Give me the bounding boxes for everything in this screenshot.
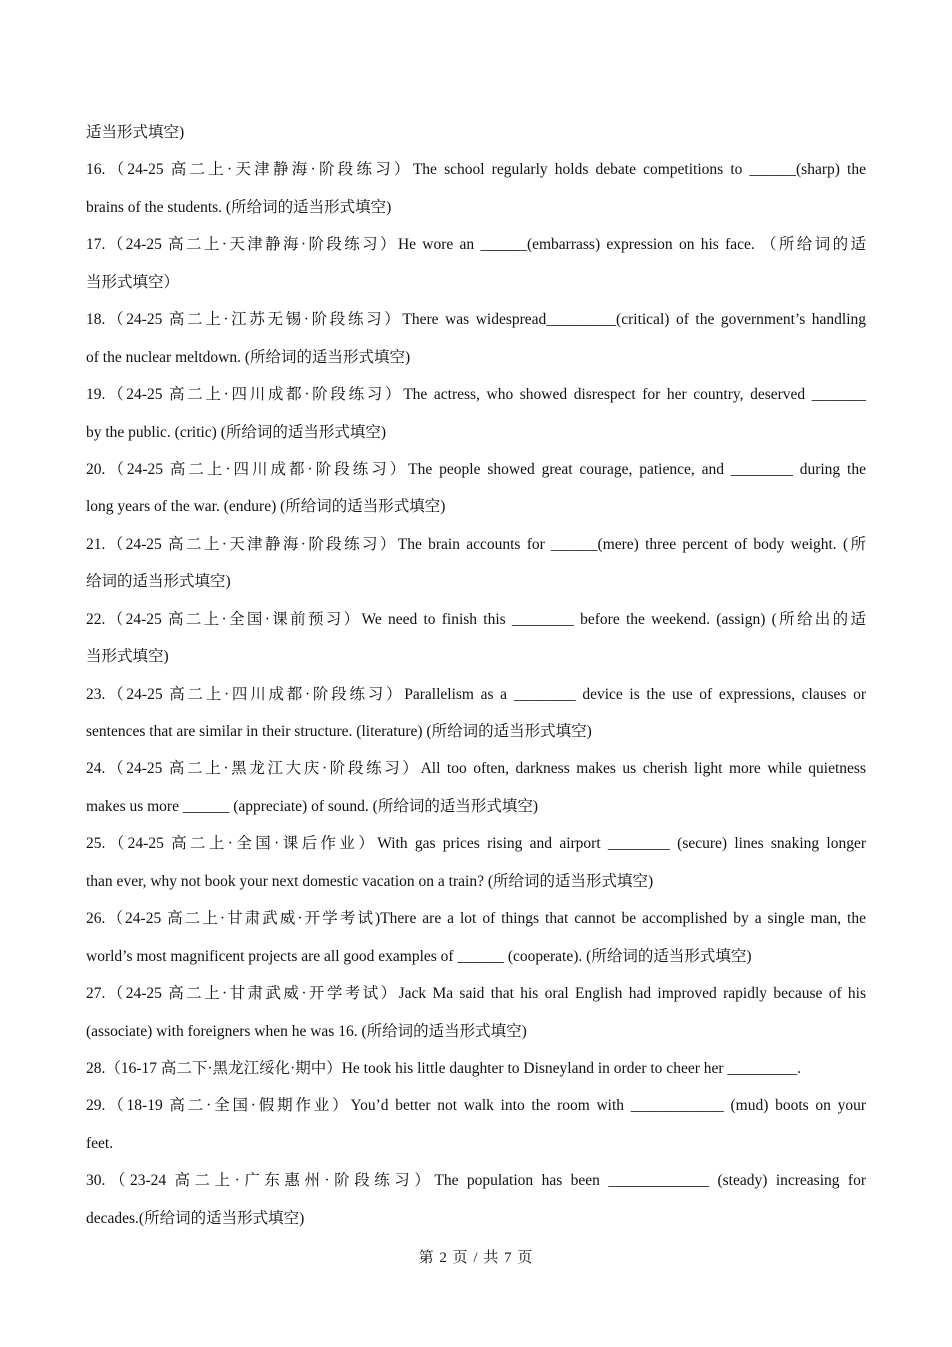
question-25: [86, 831, 866, 906]
question-28: [86, 1056, 866, 1093]
question-line: 当形式填空): [86, 648, 169, 666]
question-continuation: [86, 120, 866, 157]
question-line: 28.（16-17 高二下·黑龙江绥化·期中）He took his little daughter to Disneyland in order to cheer her _________.: [86, 1059, 802, 1077]
question-line: sentences that are similar in their structure. (literature) (所给词的适当形式填空): [86, 723, 592, 740]
question-21: [86, 532, 866, 607]
question-line: world’s most magnificent projects are all good examples of ______ (cooperate). (所给词的适当形式填空): [86, 947, 752, 965]
question-line: 21.（24-25 高二上·天津静海·阶段练习）The brain accounts for ______(mere) three percent of body weight. (所: [86, 535, 866, 553]
question-line: (associate) with foreigners when he was 16. (所给词的适当形式填空): [86, 1022, 527, 1040]
question-27: [86, 981, 866, 1056]
question-17: [86, 232, 866, 307]
question-line: 30.（23-24 高二上·广东惠州·阶段练习）The population has been _____________ (steady) increasing for: [86, 1172, 866, 1190]
question-line: 适当形式填空): [86, 124, 185, 141]
question-24: [86, 756, 866, 831]
question-line: 26.（24-25 高二上·甘肃武威·开学考试)There are a lot of things that cannot be accomplished by a single man, the: [86, 910, 866, 928]
question-line: 16.（24-25 高二上·天津静海·阶段练习）The school regularly holds debate competitions to ______(sharp) the: [86, 161, 866, 179]
question-16: [86, 157, 866, 232]
question-line: 23.（24-25 高二上·四川成都·阶段练习）Parallelism as a ________ device is the use of expressions, clauses or: [86, 685, 866, 703]
question-line: 24.（24-25 高二上·黑龙江大庆·阶段练习）All too often, darkness makes us cherish light more while quietness: [86, 760, 866, 778]
page-number: 第 2 页 / 共 7 页: [418, 1250, 534, 1266]
question-line: 给词的适当形式填空): [86, 573, 231, 591]
question-line: 19.（24-25 高二上·四川成都·阶段练习）The actress, who showed disrespect for her country, deserved _______: [86, 386, 866, 404]
question-30: [86, 1168, 866, 1243]
question-line: than ever, why not book your next domestic vacation on a train? (所给词的适当形式填空): [86, 872, 654, 890]
question-line: 20.（24-25 高二上·四川成都·阶段练习）The people showed great courage, patience, and ________ during the: [86, 460, 866, 478]
question-23: [86, 682, 866, 757]
question-line: of the nuclear meltdown. (所给词的适当形式填空): [86, 348, 411, 366]
question-20: [86, 457, 866, 532]
question-line: 25.（24-25 高二上·全国·课后作业）With gas prices rising and airport ________ (secure) lines snaking longer: [86, 835, 866, 853]
question-line: 17.（24-25 高二上·天津静海·阶段练习）He wore an ______(embarrass) expression on his face. （所给词的适: [86, 236, 866, 254]
question-29: [86, 1093, 866, 1168]
question-18: [86, 307, 866, 382]
question-line: 当形式填空）: [86, 273, 180, 291]
question-line: 29.（18-19 高二·全国·假期作业）You’d better not walk into the room with ____________ (mud) boots on your: [86, 1097, 866, 1115]
question-line: long years of the war. (endure) (所给词的适当形式填空): [86, 498, 446, 516]
question-line: brains of the students. (所给词的适当形式填空): [86, 198, 392, 216]
question-19: [86, 382, 866, 457]
question-list: [86, 120, 866, 1243]
question-line: by the public. (critic) (所给词的适当形式填空): [86, 423, 387, 441]
question-line: 18.（24-25 高二上·江苏无锡·阶段练习）There was widespread_________(critical) of the government’s handling: [86, 311, 866, 329]
question-line: 27.（24-25 高二上·甘肃武威·开学考试）Jack Ma said that his oral English had improved rapidly because of his: [86, 985, 866, 1003]
question-line: makes us more ______ (appreciate) of sound. (所给词的适当形式填空): [86, 797, 538, 815]
question-26: [86, 906, 866, 981]
question-line: 22.（24-25 高二上·全国·课前预习）We need to finish this ________ before the weekend. (assign) (所给出的适: [86, 610, 866, 628]
question-line: decades.(所给词的适当形式填空): [86, 1209, 305, 1227]
question-line: feet.: [86, 1134, 114, 1152]
question-22: [86, 607, 866, 682]
